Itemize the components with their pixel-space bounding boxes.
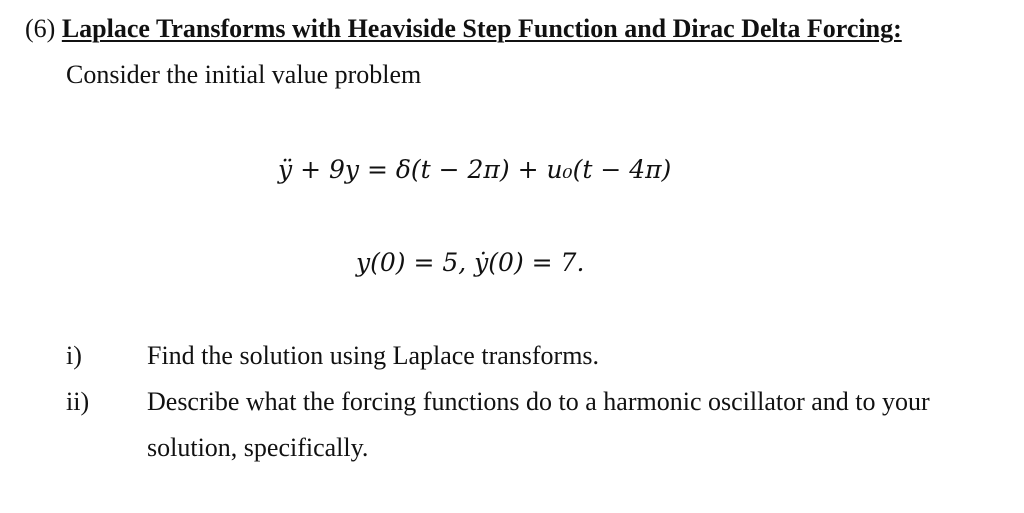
- problem-title: Laplace Transforms with Heaviside Step Function and Dirac Delta Forcing:: [61, 14, 902, 43]
- problem-heading: [25, 12, 902, 46]
- initial-conditions: y(0) = 5, ẏ(0) = 7.: [356, 248, 585, 277]
- item-label-i: i): [66, 341, 82, 370]
- item-text-i: Find the solution using Laplace transforms.: [147, 341, 600, 370]
- problem-intro: Consider the initial value problem: [66, 60, 422, 89]
- differential-equation: ÿ + 9y = δ(t − 2π) + u₀(t − 4π): [278, 155, 672, 184]
- item-text-ii: Describe what the forcing functions do to a harmonic oscillator and to your solution, specifically.: [147, 387, 930, 462]
- item-label-ii: ii): [66, 387, 90, 416]
- problem-number: (6): [25, 14, 56, 43]
